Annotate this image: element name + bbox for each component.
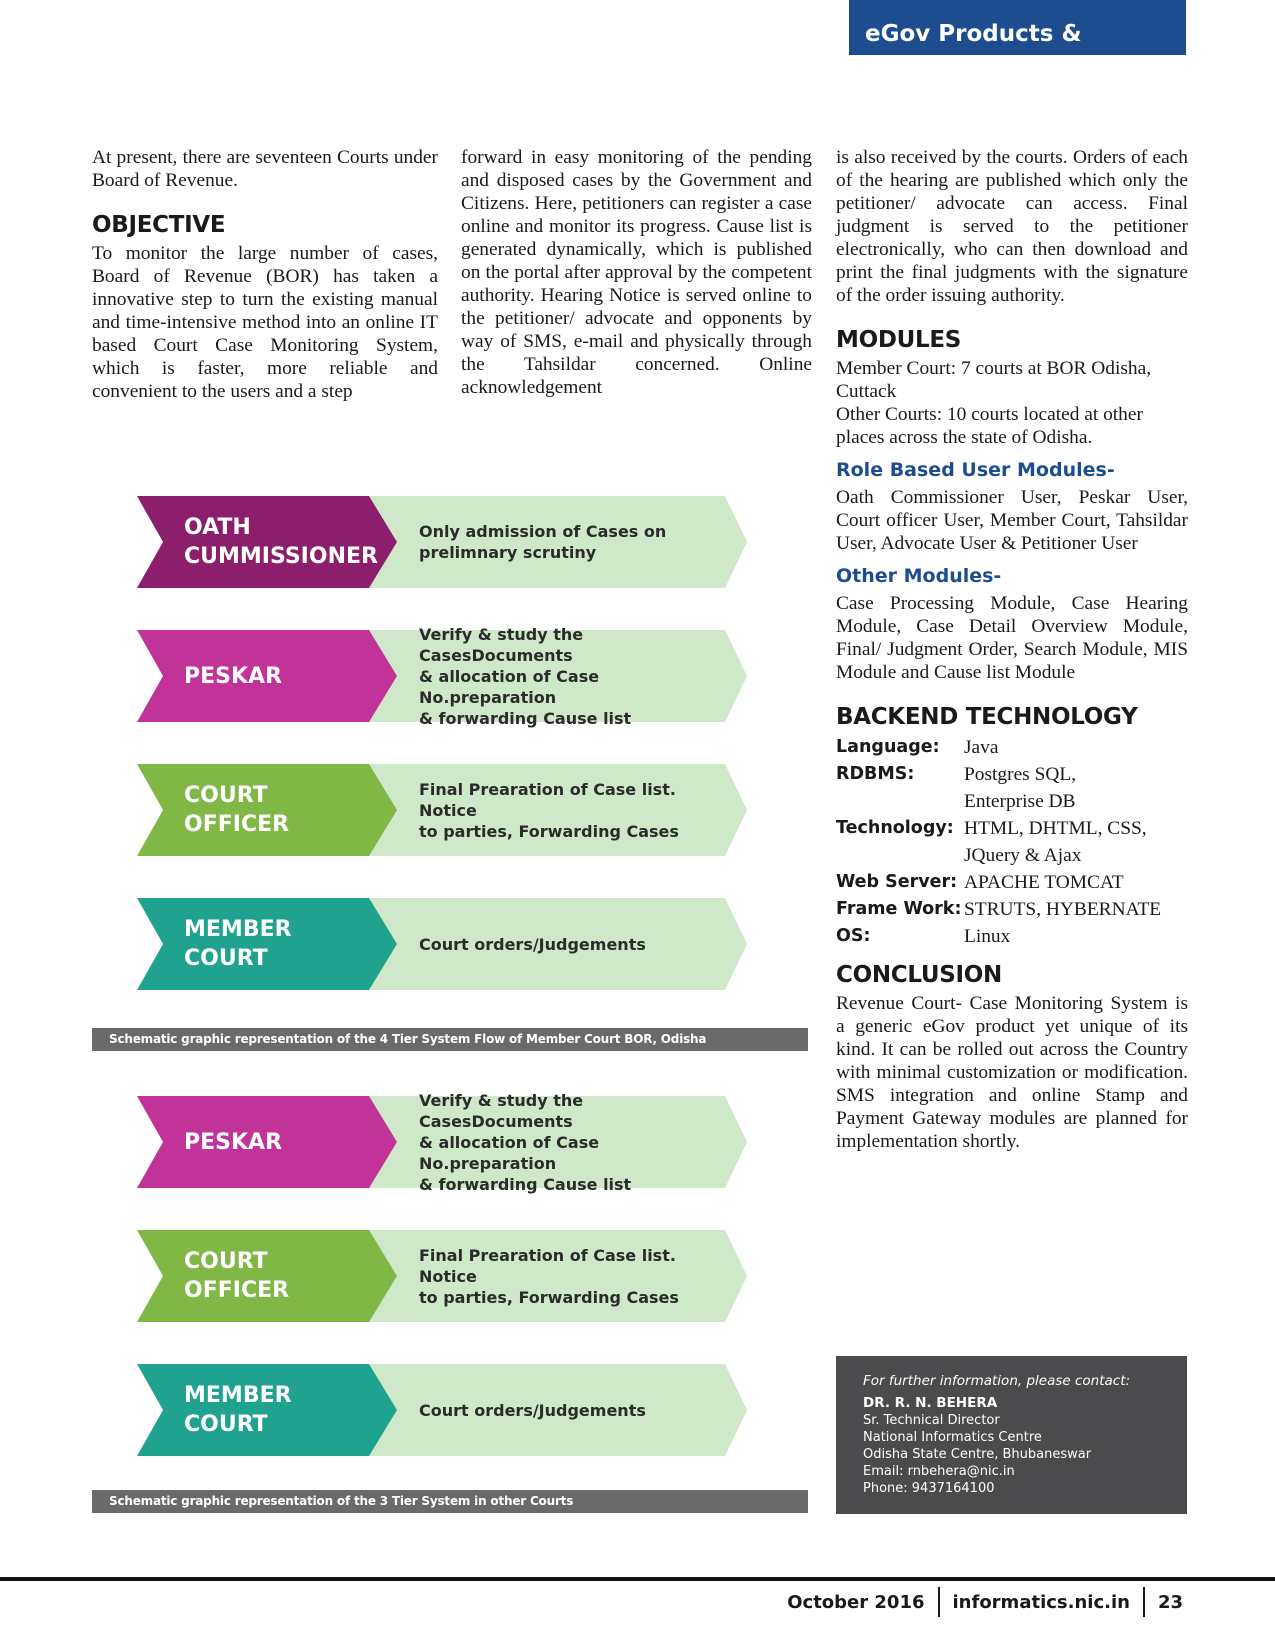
tier-description: Final Prearation of Case list. Notice to parties, Forwarding Cases [419,1245,679,1307]
contact-name: DR. R. N. BEHERA [863,1395,998,1411]
tech-value: Postgres SQL, [964,764,1077,785]
section-banner: eGov Products & Services [849,0,1186,55]
tech-row [836,815,1188,842]
modules-other-courts: Other Courts: 10 courts located at other places across the state of Odisha. [836,404,1143,448]
tech-label: Web Server: [836,872,958,892]
conclusion-heading: CONCLUSION [836,962,1002,988]
tier-description: Court orders/Judgements [419,934,646,954]
footer-date: October 2016 [787,1591,925,1613]
modules-heading: MODULES [836,327,962,353]
footer-rule [0,1577,1275,1581]
judgment-paragraph: is also received by the courts. Orders of each of the hearing are published which only the petitioner/ advocate can access. Final judgment is served to the petitioner electronically, who can then download and print the final judgments with the signature of the order issuing authority. [836,147,1188,306]
tier-description: Final Prearation of Case list. Notice to parties, Forwarding Cases [419,779,679,841]
footer-separator [938,1587,940,1617]
tier-2 [137,1230,747,1322]
contact-intro: For further information, please contact: [863,1373,1131,1389]
tech-label [836,788,964,815]
tech-value: Linux [964,926,1011,947]
other-modules-text: Case Processing Module, Case Hearing Module, Case Detail Overview Module, Final/ Judgment Order, Search Module, MIS Module and Cause list Module [836,593,1188,683]
contact-email: Email: rnbehera@nic.in [863,1464,1015,1479]
other-modules-heading: Other Modules- [836,565,1002,587]
tier-role-label: OATH CUMMISSIONER [184,515,378,569]
footer-separator [1143,1587,1145,1617]
page-number: 23 [1157,1591,1183,1613]
tech-label: OS: [836,926,871,946]
contact-centre: Odisha State Centre, Bhubaneswar [863,1447,1092,1462]
contact-phone: Phone: 9437164100 [863,1481,995,1496]
tech-row [836,761,1188,788]
tech-label [836,842,964,869]
tech-label: Language: [836,737,940,757]
three-tier-flow-diagram [137,1090,747,1456]
conclusion-paragraph: Revenue Court- Case Monitoring System is a generic eGov product yet unique of its kind. It can be rolled out across the Country with minimal customization or modification. SMS integration and online Stamp and Payment Gateway modules are planned for implementation shortly. [836,993,1188,1152]
tier-role-label: PESKAR [184,1129,283,1155]
tier-3 [137,764,747,856]
tech-row [836,923,1188,950]
objective-paragraph: To monitor the large number of cases, Board of Revenue (BOR) has taken a innovative step to turn the existing manual and time-intensive method into an online IT based Court Case Monitoring System, which is faster, more reliable and convenient to the users and a step [92,243,438,402]
tech-value: APACHE TOMCAT [964,872,1124,893]
tier-3 [137,1364,747,1456]
tier-description: Only admission of Cases on prelimnary scrutiny [419,522,667,562]
tier-role-label: MEMBER COURT [184,1383,292,1437]
contact-box [836,1356,1187,1514]
backend-heading: BACKEND TECHNOLOGY [836,704,1138,730]
four-tier-flow-diagram [137,496,747,991]
footer-site: informatics.nic.in [952,1591,1130,1613]
contact-title: Sr. Technical Director [863,1413,1000,1428]
column-2 [461,146,812,399]
tech-row [836,842,1188,869]
tech-value: STRUTS, HYBERNATE [964,899,1162,920]
role-modules-heading: Role Based User Modules- [836,459,1115,481]
tier-role-label: COURT OFFICER [184,1249,290,1303]
tech-label: Technology: [836,818,954,838]
tier-role-label: COURT OFFICER [184,783,290,837]
tier-description: Verify & study the CasesDocuments & allocation of Case No.preparation & forwarding Cause list [419,624,632,728]
tech-value: Java [964,737,999,758]
tech-label: Frame Work: [836,899,962,919]
contact-organization: National Informatics Centre [863,1430,1042,1445]
tech-row [836,788,1188,815]
tier-2 [137,624,747,728]
tech-value: HTML, DHTML, CSS, [964,818,1147,839]
tier-description: Court orders/Judgements [419,1400,646,1420]
tier-4 [137,898,747,990]
intro-paragraph: At present, there are seventeen Courts under Board of Revenue. [92,147,438,191]
tier-role-label: PESKAR [184,663,283,689]
modules-member-court: Member Court: 7 courts at BOR Odisha, Cuttack [836,358,1152,402]
tech-row [836,734,1188,761]
tier-description: Verify & study the CasesDocuments & allocation of Case No.preparation & forwarding Cause list [419,1090,632,1194]
diagram1-caption: Schematic graphic representation of the 4 Tier System Flow of Member Court BOR, Odisha [92,1028,808,1051]
tier-role-label: MEMBER COURT [184,917,292,971]
role-modules-text: Oath Commissioner User, Peskar User, Court officer User, Member Court, Tahsildar User, Advocate User & Petitioner User [836,487,1188,554]
tech-row [836,896,1188,923]
column-3 [836,146,1188,1153]
objective-heading: OBJECTIVE [92,212,226,238]
tech-label: RDBMS: [836,764,915,784]
tier-1 [137,1090,747,1194]
diagram2-caption: Schematic graphic representation of the 3 Tier System in other Courts [92,1490,808,1513]
column-1 [92,146,438,403]
backend-tech-list [836,734,1188,950]
tier-1 [137,496,747,588]
continued-paragraph: forward in easy monitoring of the pending and disposed cases by the Government and Citizens. Here, petitioners can register a case online and monitor its progress. Cause list is generated dynamically, which is published on the portal after approval by the competent authority. Hearing Notice is served online to the petitioner/ advocate and opponents by way of SMS, e-mail and physically through the Tahsildar concerned. Online acknowledgement [461,147,812,398]
tech-value: JQuery & Ajax [964,845,1082,866]
tech-value: Enterprise DB [964,791,1076,812]
tech-row [836,869,1188,896]
footer [787,1587,1183,1617]
